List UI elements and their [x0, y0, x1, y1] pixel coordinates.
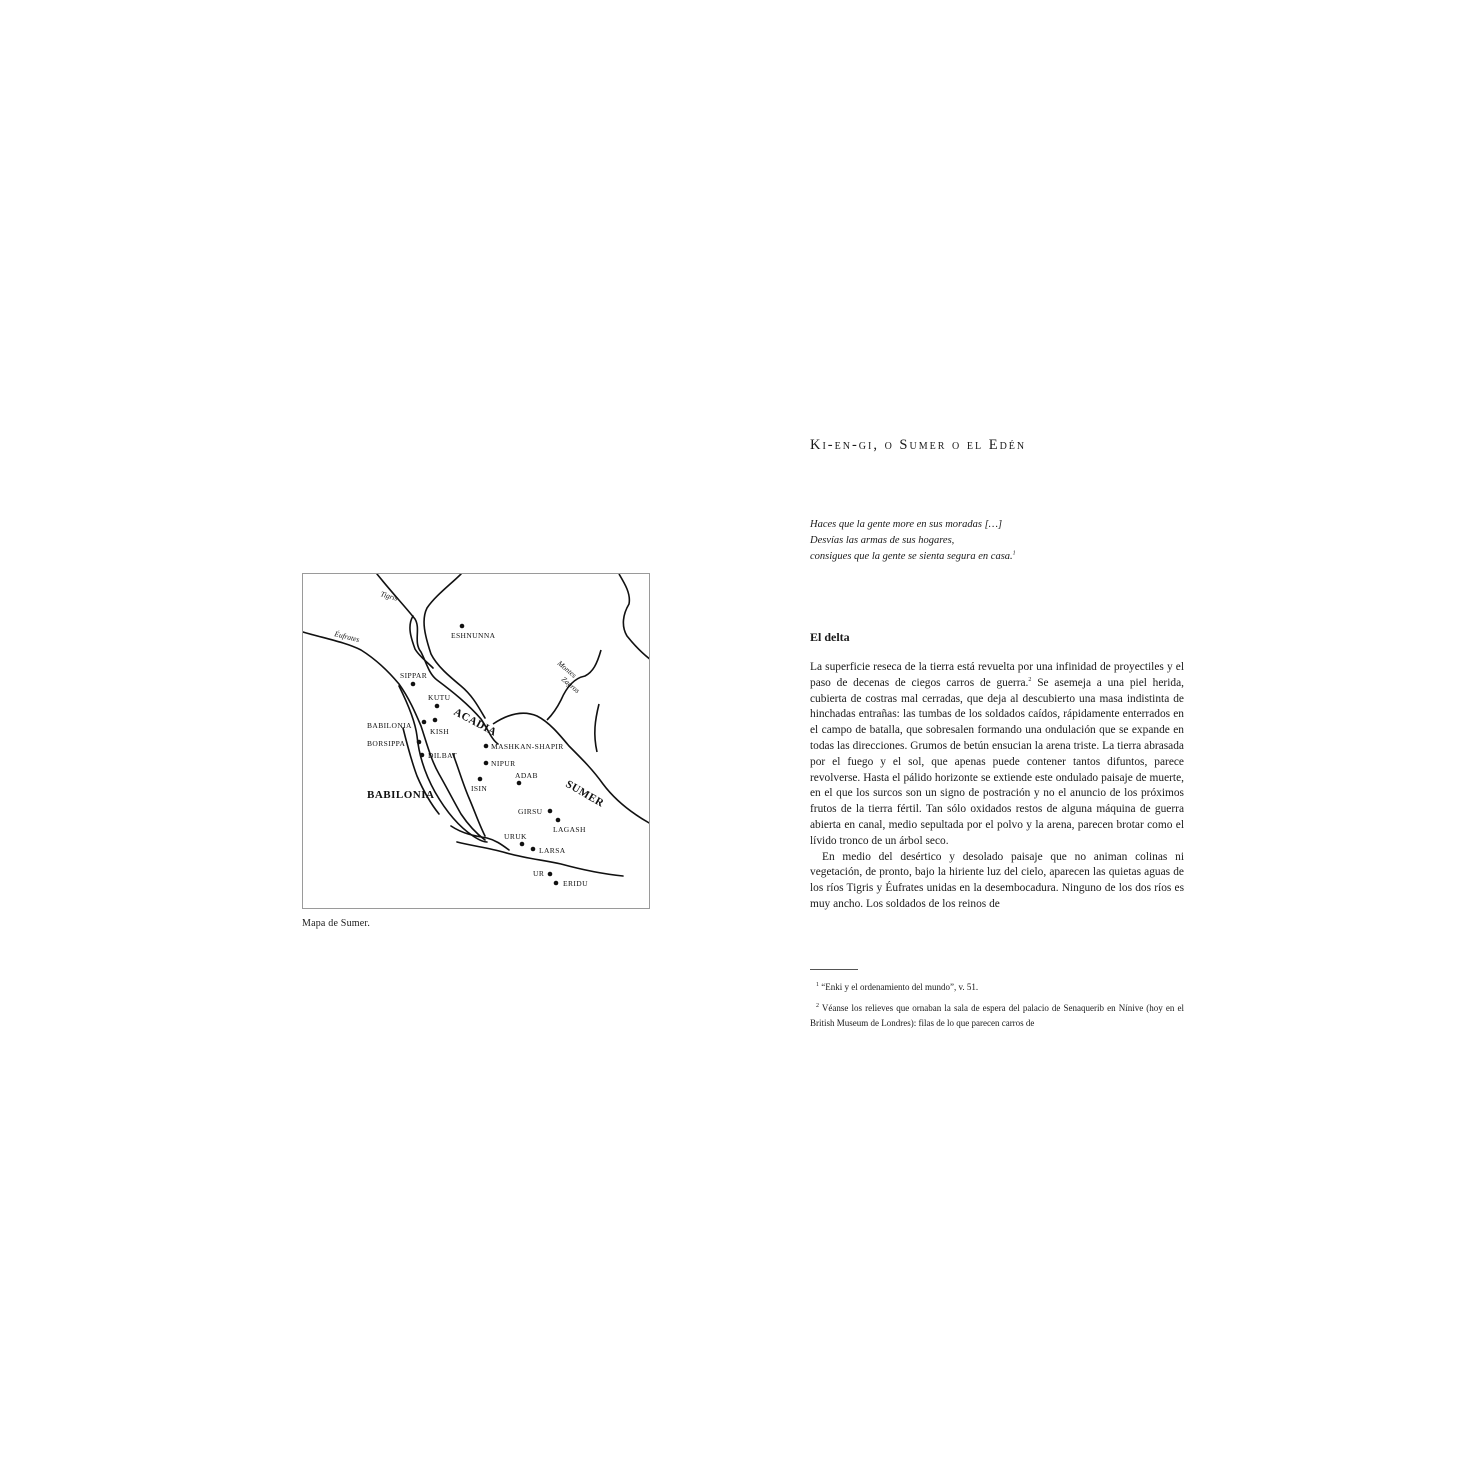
footnote-1-text: “Enki y el ordenamiento del mundo”, v. 51.: [819, 982, 979, 992]
paragraph-1-part-b: Se asemeja a una piel herida, cubierta de costras mal cerradas, que deja al descubierto una masa indistinta de hinchadas entrañas: las tumbas de los soldados caídos, rápidamente enterrados en el campo de batalla, que sobresalen formando una ondulación que se expande en todas las direcciones. Grumos de betún ensucian la arena triste. La tierra abrasada por el fuego y el sol, que apenas puede contener tantos difuntos, parece revolverse. Hasta el pálido horizonte se extiende este ondulado paisaje de muerte, en el que los surcos son un signo de postración y no el anuncio de los próximos frutos de la tierra fértil. Tan sólo oxidados restos de alguna máquina de guerra abierta en canal, medio sepultada por el polvo y la arena, parecen brotar como el lívido tronco de un árbol seco.: [810, 676, 1184, 847]
epigraph-line-1: Haces que la gente more en sus moradas […]: [810, 519, 1003, 530]
city-label-larsa: LARSA: [539, 846, 566, 855]
mountains-label-line1: Montes: [555, 658, 579, 680]
city-label-isin: ISIN: [471, 784, 488, 793]
city-label-lagash: LAGASH: [553, 825, 586, 834]
city-dot-kutu: [435, 704, 440, 709]
city-dot-adab: [517, 781, 522, 786]
northern-ridge: [619, 574, 650, 660]
epigraph-line-3-text: consigues que la gente se sienta segura en casa.: [810, 551, 1013, 562]
region-sumer: SUMER: [563, 778, 607, 810]
city-label-adab: ADAB: [515, 771, 538, 780]
city-label-eshnunna: ESHNUNNA: [451, 631, 496, 640]
region-acadia: ACADIA: [451, 706, 499, 739]
city-label-babilonia: BABILONIA: [367, 721, 412, 730]
euphrates-label: Éufrates: [333, 629, 361, 645]
city-dot-kish: [433, 718, 438, 723]
city-dot-ur: [548, 872, 553, 877]
paragraph-1-part-a: La superficie reseca de la tierra está revuelta por una infinidad de proyectiles y el paso de decenas de ciegos carros de guerra.: [810, 661, 1184, 689]
city-label-kutu: KUTU: [428, 693, 451, 702]
footnote-2: [810, 1001, 1184, 1031]
region-babilonia: BABILONIA: [367, 789, 435, 801]
epigraph-line-2: Desvías las armas de sus hogares,: [810, 535, 955, 546]
paragraph-2: En medio del desértico y desolado paisaje que no animan colinas ni vegetación, de pronto, bajo la hiriente luz del cielo, aparecen las quietas aguas de los ríos Tigris y Éufrates unidas en la desembocadura. Ninguno de los dos ríos es muy ancho. Los soldados de los reinos de: [810, 850, 1184, 910]
city-dot-uruk: [520, 842, 525, 847]
city-label-dilbat: DILBAT: [428, 751, 458, 760]
city-dot-eshnunna: [460, 624, 465, 629]
city-label-borsippa: BORSIPPA: [367, 739, 406, 748]
section-title: El delta: [810, 630, 850, 644]
footnote-1-number: 1: [816, 982, 819, 988]
city-label-uruk: URUK: [504, 832, 527, 841]
city-dot-girsu: [548, 809, 553, 814]
epigraph-line-3: [810, 549, 1190, 565]
city-dot-lagash: [556, 818, 561, 823]
mountains-label-line2: Zagros: [559, 674, 582, 696]
euphrates-river: [303, 632, 488, 840]
city-dot-mashkan-shapir: [484, 744, 489, 749]
epigraph: [810, 517, 1190, 565]
map-svg: [303, 574, 650, 909]
tigris-label: Tigris: [379, 589, 399, 603]
zagros-mountains: [493, 713, 650, 824]
paragraph-1-note-ref: 2: [1028, 677, 1032, 683]
city-label-kish: KISH: [430, 727, 450, 736]
tigris-river-branch: [410, 616, 433, 668]
city-label-eridu: ERIDU: [563, 879, 588, 888]
footnote-1: [810, 980, 1184, 995]
city-dot-nipur: [484, 761, 489, 766]
city-label-girsu: GIRSU: [518, 807, 543, 816]
city-label-nipur: NIPUR: [491, 759, 516, 768]
footnote-divider: [810, 969, 858, 970]
footnote-2-number: 2: [816, 1003, 819, 1009]
map-of-sumer: [302, 573, 650, 909]
city-dot-borsippa: [417, 740, 422, 745]
body-text: [810, 660, 1184, 913]
city-label-ur: UR: [533, 869, 545, 878]
paragraph-1: [810, 660, 1184, 850]
city-dot-babilonia: [422, 720, 427, 725]
city-dot-larsa: [531, 847, 536, 852]
city-dot-isin: [478, 777, 483, 782]
chapter-title: Ki-en-gi, o Sumer o el Edén: [810, 437, 1027, 453]
epigraph-note-ref: 1: [1012, 550, 1016, 557]
city-dot-sippar: [411, 682, 416, 687]
city-dot-dilbat: [420, 753, 425, 758]
city-dot-eridu: [554, 881, 559, 886]
footnote-2-text: Véanse los relieves que ornaban la sala de espera del palacio de Senaquerib en Nínive (hoy en el British Museum de Londres): filas de lo que parecen carros de: [810, 1003, 1184, 1028]
zagros-ridge-2: [595, 704, 599, 752]
city-label-sippar: SIPPAR: [400, 671, 428, 680]
map-caption: Mapa de Sumer.: [302, 918, 371, 929]
city-label-mashkan-shapir: MASHKAN-SHAPIR: [491, 742, 564, 751]
footnotes: [810, 980, 1184, 1037]
